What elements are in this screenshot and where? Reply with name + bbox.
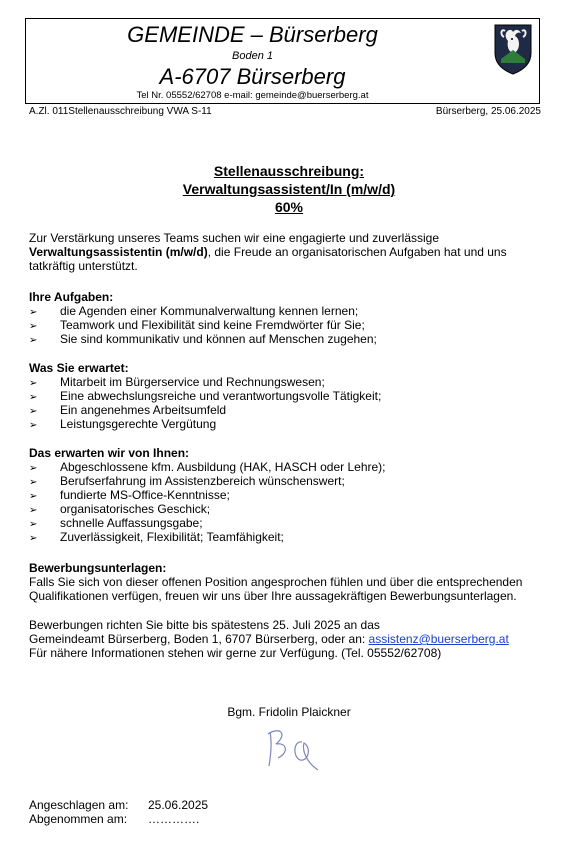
intro-line-2 — [29, 245, 549, 260]
removed-label: Abgenommen am: — [29, 812, 128, 826]
arrow-bullet-icon: ➢ — [29, 505, 38, 516]
offer-heading: Was Sie erwartet: — [29, 361, 129, 375]
submission-address: Gemeindeamt Bürserberg, Boden 1, 6707 Bürserberg, oder an: — [29, 632, 369, 646]
requirements-heading: Das erwarten wir von Ihnen: — [29, 446, 190, 460]
list-item-text: fundierte MS-Office-Kenntnisse; — [60, 488, 230, 502]
arrow-bullet-icon: ➢ — [29, 378, 38, 389]
list-item-text: Leistungsgerechte Vergütung — [60, 417, 217, 431]
application-heading: Bewerbungsunterlagen: — [29, 561, 167, 575]
posted-date: 25.06.2025 — [148, 798, 209, 812]
title-position: Verwaltungsassistent/In (m/w/d) — [182, 181, 396, 197]
list-item-text: Sie sind kommunikativ und können auf Menschen zugehen; — [60, 332, 377, 346]
list-item-text: Ein angenehmes Arbeitsumfeld — [60, 403, 227, 417]
list-item — [29, 332, 377, 349]
arrow-bullet-icon: ➢ — [29, 392, 38, 403]
arrow-bullet-icon: ➢ — [29, 477, 38, 488]
arrow-bullet-icon: ➢ — [29, 335, 38, 346]
list-item-text: Teamwork und Flexibilität sind keine Fremdwörter für Sie; — [60, 318, 365, 332]
municipality-street: Boden 1 — [232, 50, 273, 62]
goat-crest-icon — [493, 23, 533, 75]
intro-line-3: tatkräftig unterstützt. — [29, 259, 138, 273]
submission-line-1: Bewerbungen richten Sie bitte bis spätestens 25. Juli 2025 an das — [29, 618, 380, 632]
arrow-bullet-icon: ➢ — [29, 307, 38, 318]
municipality-city: A-6707 Bürserberg — [159, 64, 346, 89]
arrow-bullet-icon: ➢ — [29, 491, 38, 502]
posted-label: Angeschlagen am: — [29, 798, 129, 812]
email-link[interactable]: assistenz@buerserberg.at — [368, 632, 509, 646]
list-item-text: Abgeschlossene kfm. Ausbildung (HAK, HASCH oder Lehre); — [60, 460, 386, 474]
list-item-text: Eine abwechslungsreiche und verantwortungsvolle Tätigkeit; — [60, 389, 382, 403]
arrow-bullet-icon: ➢ — [29, 463, 38, 474]
reference-number: A.Zl. 011Stellenausschreibung VWA S-11 — [29, 106, 212, 117]
handwritten-signature — [262, 724, 324, 774]
municipality-name: GEMEINDE – Bürserberg — [127, 22, 378, 47]
municipality-contact: Tel Nr. 05552/62708 e-mail: gemeinde@buerserberg.at — [136, 90, 369, 101]
list-item — [29, 530, 284, 547]
tasks-heading: Ihre Aufgaben: — [29, 290, 114, 304]
list-item-text: schnelle Auffassungsgabe; — [60, 516, 203, 530]
arrow-bullet-icon: ➢ — [29, 406, 38, 417]
place-date: Bürserberg, 25.06.2025 — [435, 106, 541, 117]
signatory-name: Bgm. Fridolin Plaickner — [227, 705, 351, 719]
intro-line-2-rest: , die Freude an organisatorischen Aufgaben hat und uns — [207, 245, 507, 259]
intro-line-1: Zur Verstärkung unseres Teams suchen wir eine engagierte und zuverlässige — [29, 231, 440, 245]
application-line-2: Qualifikationen verfügen, freuen wir uns über Ihre aussagekräftigen Bewerbungsunterlagen. — [29, 589, 517, 603]
removed-date: …………. — [148, 812, 200, 826]
title-percentage: 60% — [274, 199, 304, 215]
application-line-1: Falls Sie sich von dieser offenen Position angesprochen fühlen und über die entsprechenden — [29, 575, 523, 589]
list-item-text: die Agenden einer Kommunalverwaltung kennen lernen; — [60, 304, 359, 318]
list-item-text: organisatorisches Geschick; — [60, 502, 211, 516]
list-item-text: Zuverlässigkeit, Flexibilität; Teamfähigkeit; — [60, 530, 284, 544]
list-item-text: Mitarbeit im Bürgerservice und Rechnungswesen; — [60, 375, 325, 389]
arrow-bullet-icon: ➢ — [29, 519, 38, 530]
list-item-text: Berufserfahrung im Assistenzbereich wünschenswert; — [60, 474, 345, 488]
submission-line-2 — [29, 632, 549, 647]
title-heading: Stellenausschreibung: — [213, 163, 365, 179]
arrow-bullet-icon: ➢ — [29, 420, 38, 431]
submission-line-3: Für nähere Informationen stehen wir gerne zur Verfügung. (Tel. 05552/62708) — [29, 646, 442, 660]
arrow-bullet-icon: ➢ — [29, 533, 38, 544]
list-item — [29, 417, 216, 434]
intro-position-bold: Verwaltungsassistentin (m/w/d) — [29, 245, 208, 259]
arrow-bullet-icon: ➢ — [29, 321, 38, 332]
